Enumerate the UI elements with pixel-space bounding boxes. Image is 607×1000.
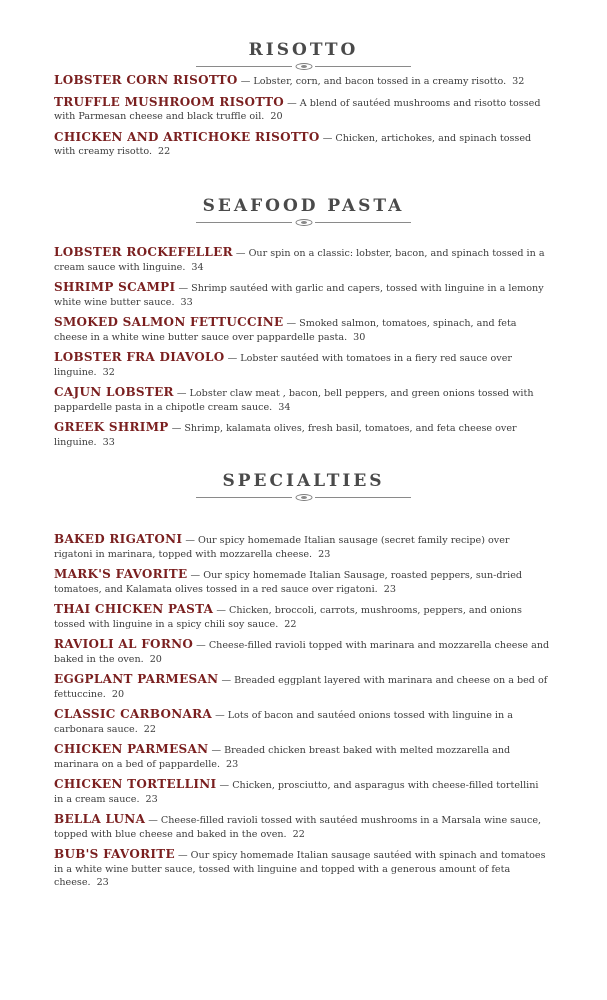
section-divider [196, 493, 411, 503]
item-name: BAKED RIGATONI [54, 532, 183, 546]
item-list [54, 246, 550, 449]
item-name: SHRIMP SCAMPI [54, 280, 176, 294]
item-price: 23 [318, 548, 331, 560]
item-price: 34 [191, 261, 204, 273]
item-description: Our spicy homemade Italian sausage (secret family recipe) over rigatoni in marinara, topped with mozzarella cheese. [54, 535, 510, 560]
section-title: SPECIALTIES [222, 471, 385, 491]
item-name: MARK'S FAVORITE [54, 567, 188, 581]
menu-item: THAI CHICKEN PASTA — Chicken, broccoli, carrots, mushrooms, peppers, and onions tossed with linguine in a spicy chili soy sauce. 22 [54, 602, 522, 630]
menu-item: EGGPLANT PARMESAN — Breaded eggplant layered with marinara and cheese on a bed of fettuccine. 20 [54, 672, 548, 700]
item-description: Shrimp, kalamata olives, fresh basil, tomatoes, and feta cheese over linguine. [54, 423, 517, 448]
item-price: 22 [284, 618, 297, 630]
item-price: 22 [158, 146, 171, 157]
item-price: 20 [111, 688, 125, 700]
flourish-ornament-icon [293, 218, 315, 227]
section-divider [196, 218, 411, 228]
item-description: Breaded chicken breast baked with melted mozzarella and marinara on a bed of pappardelle. [54, 745, 511, 770]
menu-item: BELLA LUNA — Cheese-filled ravioli tossed with sautéed mushrooms in a Marsala wine sauce, topped with blue cheese and baked in the oven. 22 [54, 812, 542, 840]
item-name: THAI CHICKEN PASTA [54, 602, 214, 616]
item-name: CLASSIC CARBONARA [54, 707, 213, 721]
item-description: Lots of bacon and sautéed onions tossed with linguine in a carbonara sauce. [54, 710, 513, 735]
item-price: 20 [149, 653, 162, 665]
flourish-ornament-icon [293, 493, 315, 502]
item-description: Chicken, prosciutto, and asparagus with cheese-filled tortellini in a cream sauce. [54, 780, 539, 805]
item-name: LOBSTER FRA DIAVOLO [54, 350, 225, 364]
section-header [0, 40, 607, 74]
item-name: LOBSTER ROCKEFELLER [54, 245, 233, 259]
item-description: Smoked salmon, tomatoes, spinach, and feta cheese in a white wine butter sauce over pappardelle pasta. [54, 318, 517, 343]
item-name: BELLA LUNA [54, 812, 146, 826]
item-name: GREEK SHRIMP [54, 420, 169, 434]
item-description: Our spicy homemade Italian sausage sautéed with spinach and tomatoes in a white wine butter sauce, tossed with linguine and topped with a generous amount of feta cheese. [54, 850, 546, 888]
item-name: RAVIOLI AL FORNO [54, 637, 194, 651]
item-description: Cheese-filled ravioli tossed with sautéed mushrooms in a Marsala wine sauce, topped with blue cheese and baked in the oven. [54, 815, 542, 840]
menu-item: MARK'S FAVORITE — Our spicy homemade Italian Sausage, roasted peppers, sun-dried tomatoes, and Kalamata olives tossed in a red sauce over rigatoni. 23 [54, 567, 523, 595]
item-name: LOBSTER CORN RISOTTO [54, 73, 238, 87]
menu-item: LOBSTER FRA DIAVOLO — Lobster sautéed with tomatoes in a fiery red sauce over linguine. 32 [54, 350, 512, 378]
item-name: EGGPLANT PARMESAN [54, 672, 219, 686]
menu-item: SHRIMP SCAMPI — Shrimp sautéed with garlic and capers, tossed with linguine in a lemony white wine butter sauce. 33 [54, 280, 544, 308]
item-description: Lobster claw meat , bacon, bell peppers, and green onions tossed with pappardelle pasta in a chipotle cream sauce. [54, 388, 534, 413]
item-description: Shrimp sautéed with garlic and capers, tossed with linguine in a lemony white wine butter sauce. [54, 283, 544, 308]
item-description: Our spicy homemade Italian Sausage, roasted peppers, sun-dried tomatoes, and Kalamata olives tossed in a red sauce over rigatoni. [54, 570, 523, 595]
menu-item: BUB'S FAVORITE — Our spicy homemade Italian sausage sautéed with spinach and tomatoes in a white wine butter sauce, tossed with linguine and topped with a generous amount of feta cheese. 23 [54, 847, 546, 888]
section-title: SEAFOOD PASTA [202, 196, 405, 216]
menu-item: CHICKEN AND ARTICHOKE RISOTTO — Chicken, artichokes, and spinach tossed with creamy risotto. 22 [54, 129, 532, 157]
section-header [0, 471, 607, 505]
menu-item: GREEK SHRIMP — Shrimp, kalamata olives, fresh basil, tomatoes, and feta cheese over linguine. 33 [54, 420, 517, 448]
item-description: Lobster, corn, and bacon tossed in a creamy risotto. [253, 76, 507, 87]
menu-item: LOBSTER ROCKEFELLER — Our spin on a classic: lobster, bacon, and spinach tossed in a cream sauce with linguine. 34 [54, 245, 545, 273]
section-title: RISOTTO [248, 40, 359, 60]
item-price: 32 [102, 366, 115, 378]
item-price: 34 [278, 401, 291, 413]
item-list [54, 74, 550, 159]
menu-item: BAKED RIGATONI — Our spicy homemade Italian sausage (secret family recipe) over rigatoni in marinara, topped with mozzarella cheese. 23 [54, 532, 510, 560]
item-description: Breaded eggplant layered with marinara and cheese on a bed of fettuccine. [54, 675, 548, 700]
item-price: 23 [96, 877, 109, 888]
item-name: CHICKEN PARMESAN [54, 742, 209, 756]
section-risotto [0, 40, 607, 157]
item-price: 22 [143, 723, 156, 735]
item-name: CHICKEN AND ARTICHOKE RISOTTO [54, 129, 320, 144]
item-list [54, 533, 550, 890]
menu-item: CHICKEN TORTELLINI — Chicken, prosciutto, and asparagus with cheese-filled tortellini in a cream sauce. 23 [54, 777, 539, 805]
item-price: 33 [102, 436, 115, 448]
item-price: 23 [145, 793, 158, 805]
item-name: CHICKEN TORTELLINI [54, 777, 217, 791]
item-name: SMOKED SALMON FETTUCCINE [54, 315, 284, 329]
item-price: 33 [180, 296, 193, 308]
menu-item: CLASSIC CARBONARA — Lots of bacon and sautéed onions tossed with linguine in a carbonara sauce. 22 [54, 707, 513, 735]
section-header [0, 196, 607, 230]
item-name: BUB'S FAVORITE [54, 847, 175, 861]
item-price: 23 [383, 583, 396, 595]
menu-item: CAJUN LOBSTER — Lobster claw meat , bacon, bell peppers, and green onions tossed with pappardelle pasta in a chipotle cream sauce. 34 [54, 385, 534, 413]
item-description: Chicken, broccoli, carrots, mushrooms, peppers, and onions tossed with linguine in a spicy chili soy sauce. [54, 605, 522, 630]
item-price: 23 [226, 758, 239, 770]
item-name: TRUFFLE MUSHROOM RISOTTO [54, 94, 285, 109]
section-divider [196, 62, 411, 72]
item-description: Cheese-filled ravioli topped with marinara and mozzarella cheese and baked in the oven. [54, 640, 550, 665]
menu-item: CHICKEN PARMESAN — Breaded chicken breast baked with melted mozzarella and marinara on a bed of pappardelle. 23 [54, 742, 511, 770]
menu-item: TRUFFLE MUSHROOM RISOTTO — A blend of sautéed mushrooms and risotto tossed with Parmesan cheese and black truffle oil. 20 [54, 94, 541, 122]
item-price: 32 [512, 76, 525, 87]
section-seafood-pasta [0, 196, 607, 448]
item-description: A blend of sautéed mushrooms and risotto tossed with Parmesan cheese and black truffle oil. [54, 97, 541, 122]
section-specialties [0, 471, 607, 888]
item-price: 22 [292, 828, 305, 840]
item-description: Lobster sautéed with tomatoes in a fiery red sauce over linguine. [54, 353, 512, 378]
item-description: Our spin on a classic: lobster, bacon, and spinach tossed in a cream sauce with linguine. [54, 248, 545, 273]
item-description: Chicken, artichokes, and spinach tossed with creamy risotto. [54, 132, 532, 157]
item-price: 20 [270, 111, 283, 122]
flourish-ornament-icon [293, 62, 315, 71]
menu-item: SMOKED SALMON FETTUCCINE — Smoked salmon, tomatoes, spinach, and feta cheese in a white wine butter sauce over pappardelle pasta. 30 [54, 315, 517, 343]
item-name: CAJUN LOBSTER [54, 385, 174, 399]
menu-item: RAVIOLI AL FORNO — Cheese-filled ravioli topped with marinara and mozzarella cheese and baked in the oven. 20 [54, 637, 550, 665]
menu-item: LOBSTER CORN RISOTTO — Lobster, corn, and bacon tossed in a creamy risotto. 32 [54, 73, 525, 87]
item-price: 30 [353, 331, 366, 343]
